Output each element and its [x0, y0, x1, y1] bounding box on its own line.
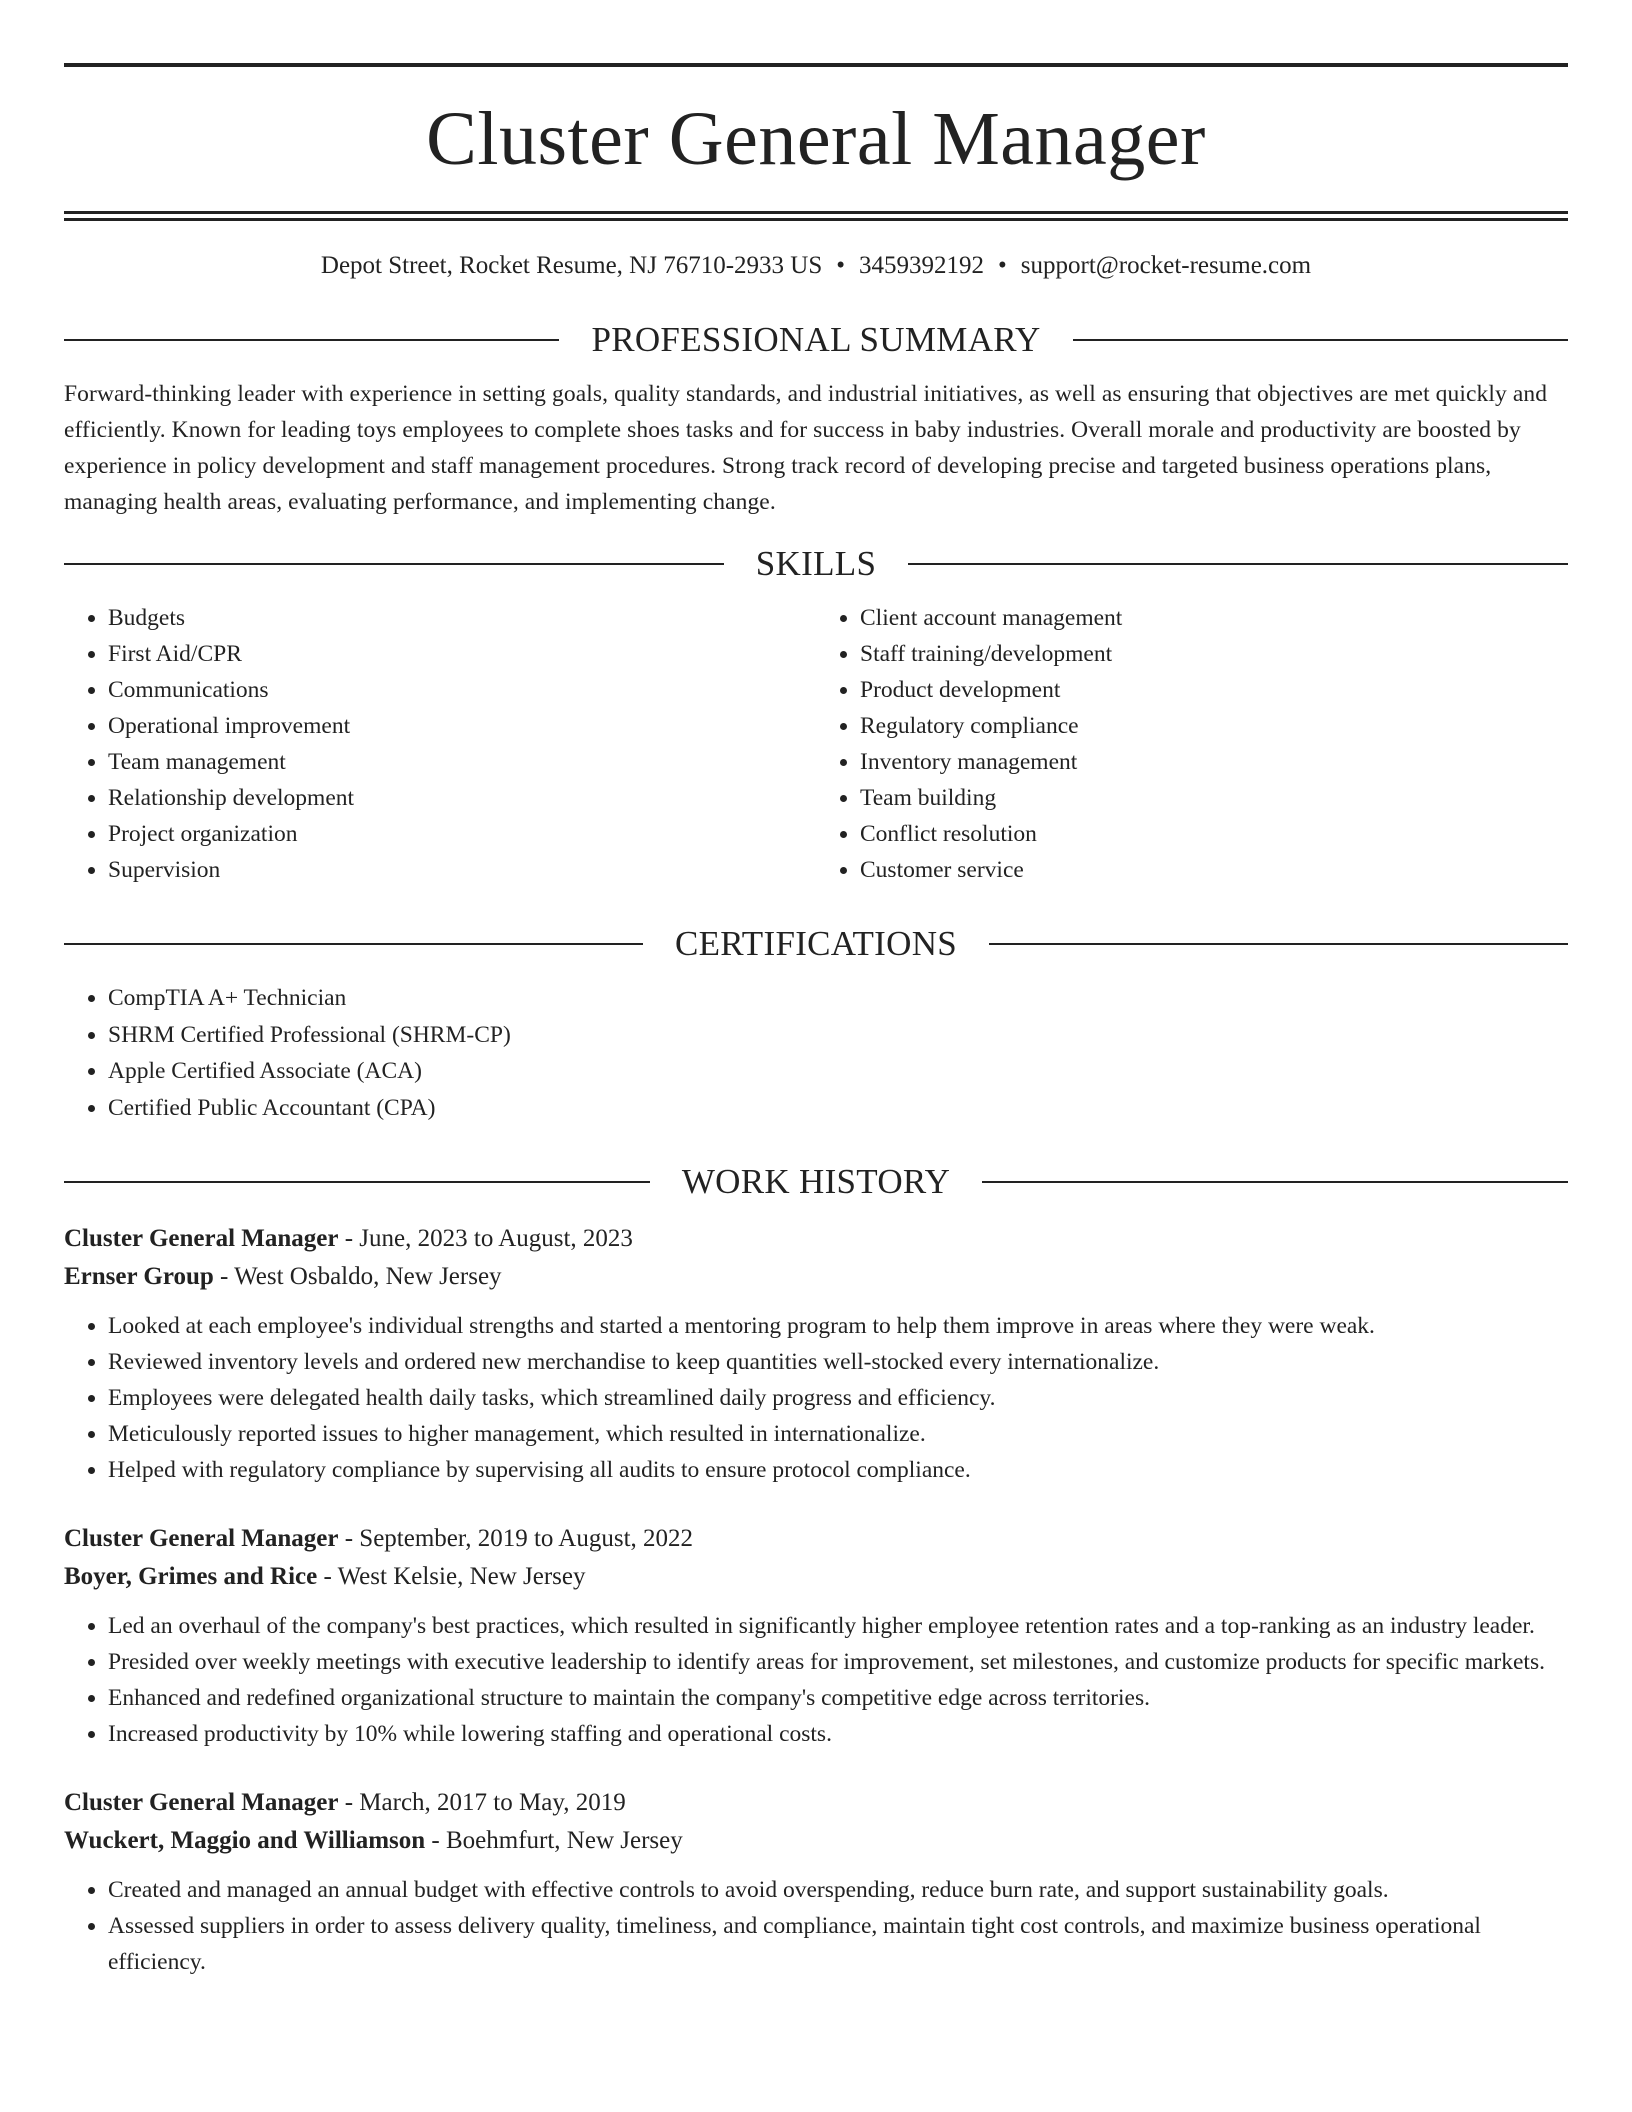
job-bullet: • Presided over weekly meetings with executive leadership to identify areas for improvement, set milestones, and customize products for specific markets.: [108, 1644, 1568, 1680]
job-title-line: [64, 1784, 1568, 1822]
certification-item: • Apple Certified Associate (ACA): [108, 1053, 1568, 1090]
job-entry: [64, 1220, 1568, 1488]
contact-line: [64, 250, 1568, 282]
skill-item: • Budgets: [108, 600, 816, 636]
job-bullet: • Employees were delegated health daily tasks, which streamlined daily progress and efficiency.: [108, 1380, 1568, 1416]
summary-heading-title: PROFESSIONAL SUMMARY: [591, 320, 1041, 359]
job-location: - West Kelsie, New Jersey: [317, 1563, 586, 1590]
skill-item: • Inventory management: [860, 744, 1568, 780]
heading-rule: [1073, 339, 1568, 341]
job-company: Wuckert, Maggio and Williamson: [64, 1827, 426, 1854]
skill-item: • First Aid/CPR: [108, 636, 816, 672]
heading-rule: [64, 563, 724, 565]
skill-item: • Relationship development: [108, 780, 816, 816]
summary-heading: [64, 318, 1568, 362]
job-title-line: [64, 1520, 1568, 1558]
contact-email: support@rocket-resume.com: [1020, 252, 1312, 279]
resume-name: Cluster General Manager: [426, 97, 1206, 181]
skill-item: • Project organization: [108, 816, 816, 852]
certification-item: • CompTIA A+ Technician: [108, 980, 1568, 1017]
job-company: Boyer, Grimes and Rice: [64, 1563, 318, 1590]
skill-item: • Communications: [108, 672, 816, 708]
skill-item: • Staff training/development: [860, 636, 1568, 672]
skill-item: • Supervision: [108, 852, 816, 888]
contact-separator: •: [836, 252, 846, 279]
summary-text: Forward-thinking leader with experience in setting goals, quality standards, and industrial initiatives, as well as ensuring that objectives are met quickly and efficiently. Known for leading toys employees to complete shoes tasks and for success in baby industries. Overall morale and productivity are boosted by experience in policy development and staff management procedures. Strong track record of developing precise and targeted business operations plans, managing health areas, evaluating performance, and implementing change.: [64, 381, 1548, 515]
job-dates: - March, 2017 to May, 2019: [338, 1789, 626, 1816]
certification-item: • SHRM Certified Professional (SHRM-CP): [108, 1017, 1568, 1054]
job-company-line: [64, 1258, 1568, 1296]
work-history-heading-title: WORK HISTORY: [681, 1162, 951, 1201]
certification-item: • Certified Public Accountant (CPA): [108, 1090, 1568, 1127]
heading-rule: [982, 1181, 1568, 1183]
job-bullets: [64, 1608, 1568, 1752]
job-dates: - September, 2019 to August, 2022: [338, 1525, 694, 1552]
job-bullet: • Led an overhaul of the company's best practices, which resulted in significantly higher employee retention rates and a top-ranking as an industry leader.: [108, 1608, 1568, 1644]
work-history-heading: [64, 1160, 1568, 1204]
top-rule: [64, 63, 1568, 67]
job-bullet: • Meticulously reported issues to higher management, which resulted in internationalize.: [108, 1416, 1568, 1452]
skill-item: • Conflict resolution: [860, 816, 1568, 852]
job-bullets: [64, 1308, 1568, 1488]
heading-rule: [908, 563, 1568, 565]
contact-separator: •: [998, 252, 1007, 279]
job-entry: [64, 1784, 1568, 1980]
job-bullet: • Assessed suppliers in order to assess delivery quality, timeliness, and compliance, maintain tight cost controls, and maximize business operational efficiency.: [108, 1908, 1568, 1980]
job-company: Ernser Group: [64, 1263, 214, 1290]
skill-item: • Team building: [860, 780, 1568, 816]
job-company-line: [64, 1822, 1568, 1860]
certifications-heading-title: CERTIFICATIONS: [674, 924, 958, 963]
certifications-list: [64, 980, 1568, 1126]
job-bullet: • Enhanced and redefined organizational structure to maintain the company's competitive edge across territories.: [108, 1680, 1568, 1716]
skills-list-right: [816, 600, 1568, 888]
skills-heading-title: SKILLS: [755, 544, 877, 583]
job-bullet: • Increased productivity by 10% while lowering staffing and operational costs.: [108, 1716, 1568, 1752]
heading-rule: [64, 339, 559, 341]
job-bullets: [64, 1872, 1568, 1980]
job-title: Cluster General Manager: [64, 1225, 339, 1252]
resume-page: [64, 0, 1568, 1980]
skill-item: • Operational improvement: [108, 708, 816, 744]
job-dates: - June, 2023 to August, 2023: [338, 1225, 633, 1252]
job-title: Cluster General Manager: [64, 1525, 339, 1552]
skills-heading: [64, 542, 1568, 586]
heading-rule: [64, 1181, 650, 1183]
skill-item: • Product development: [860, 672, 1568, 708]
skills-columns: [64, 600, 1568, 888]
skill-item: • Client account management: [860, 600, 1568, 636]
skill-item: • Customer service: [860, 852, 1568, 888]
job-title: Cluster General Manager: [64, 1789, 339, 1816]
job-bullet: • Reviewed inventory levels and ordered new merchandise to keep quantities well-stocked every internationalize.: [108, 1344, 1568, 1380]
skills-list-left: [64, 600, 816, 888]
job-entry: [64, 1520, 1568, 1752]
heading-rule: [64, 943, 643, 945]
job-location: - Boehmfurt, New Jersey: [425, 1827, 683, 1854]
skill-item: • Regulatory compliance: [860, 708, 1568, 744]
job-company-line: [64, 1558, 1568, 1596]
contact-address: Depot Street, Rocket Resume, NJ 76710-2933 US: [320, 252, 823, 279]
skill-item: • Team management: [108, 744, 816, 780]
contact-phone: 3459392192: [859, 252, 985, 279]
certifications-heading: [64, 922, 1568, 966]
job-bullet: • Helped with regulatory compliance by supervising all audits to ensure protocol compliance.: [108, 1452, 1568, 1488]
heading-rule: [989, 943, 1568, 945]
double-rule: [64, 211, 1568, 214]
job-bullet: • Looked at each employee's individual strengths and started a mentoring program to help them improve in areas where they were weak.: [108, 1308, 1568, 1344]
job-location: - West Osbaldo, New Jersey: [213, 1263, 502, 1290]
job-bullet: • Created and managed an annual budget with effective controls to avoid overspending, reduce burn rate, and support sustainability goals.: [108, 1872, 1568, 1908]
job-title-line: [64, 1220, 1568, 1258]
